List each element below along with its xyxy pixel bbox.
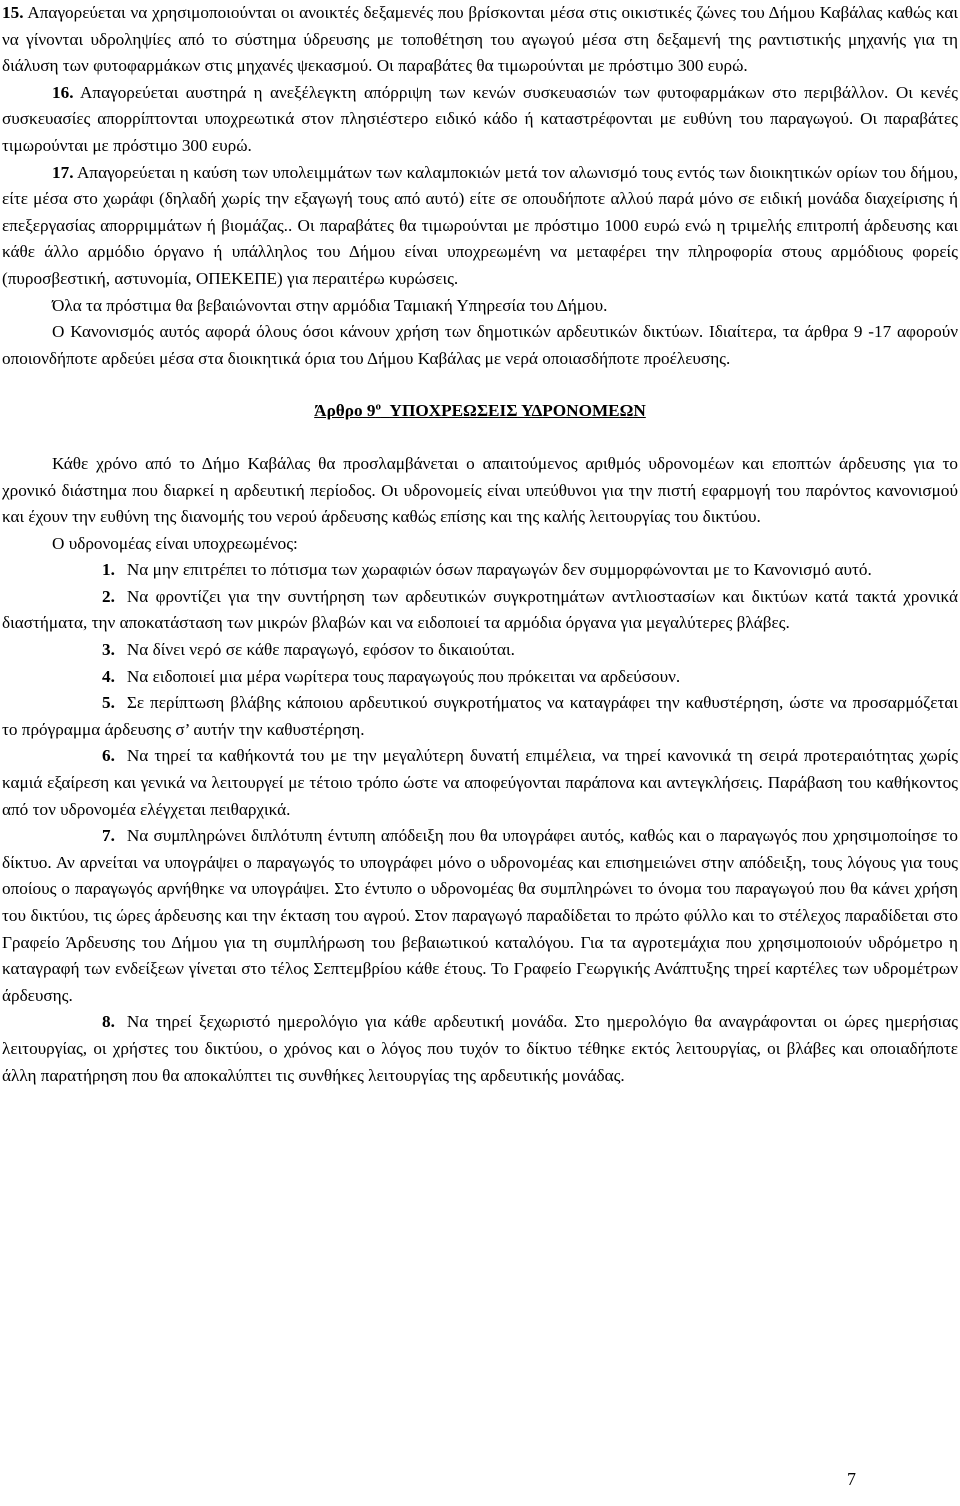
document-page — [2, 0, 958, 1089]
list-item-text: Να τηρεί τα καθήκοντά του με την μεγαλύτερη δυνατή επιμέλεια, να τηρεί κανονικά τη σειρά προτεραιότητας χωρίς καμιά εξαίρεση και γενικά να λειτουργεί με τέτοιο τρόπο ώστε να αποφεύγονται παράπονα και αντεγκλήσεις. Παράβαση του καθήκοντος από τον υδρονομέα ελέγχεται πειθαρχικά. — [2, 746, 958, 819]
article-heading — [2, 398, 958, 425]
paragraph-text: Απαγορεύεται η καύση των υπολειμμάτων των καλαμποκιών μετά τον αλωνισμό τους εντός των διοικητικών ορίων του δήμου, είτε μέσα στο χωράφι (δηλαδή χωρίς την εξαγωγή τους από αυτό) είτε σε οπουδήποτε αλλού παρά μόνο σε ειδική μονάδα διαχείρισης ή επεξεργασίας απορριμμάτων ή βιομάζας.. Οι παραβάτες θα τιμωρούνται με πρόστιμο 1000 ευρώ ενώ η τριμελής επιτροπή άρδευσης και κάθε άλλο αρμόδιο όργανο ή υπάλληλος του Δήμου είναι υποχρεωμένη να μεταφέρει την πληροφορία στους αρμόδιους φορείς (πυροσβεστική, αστυνομία, ΟΠΕΚΕΠΕ) για περαιτέρω κυρώσεις. — [2, 162, 958, 288]
list-item-text: Να τηρεί ξεχωριστό ημερολόγιο για κάθε αρδευτική μονάδα. Στο ημερολόγιο θα αναγράφονται οι ώρες ημερήσιας λειτουργίας, οι χρήστες του δικτύου, ο χρόνος και ο λόγος που τυχόν το δίκτυο τέθηκε εκτός λειτουργίας, οι βλάβες και οποιαδήποτε άλλη παρατήρηση που θα αποκαλύπτει τις συνθήκες λειτουργίας της αρδευτικής μονάδας. — [2, 1012, 958, 1085]
paragraph-number: 17. — [52, 162, 74, 182]
paragraph-16 — [2, 80, 958, 160]
list-item-text: Να φροντίζει για την συντήρηση των αρδευτικών συγκροτημάτων αντλιοστασίων και δικτύων κατά τακτά χρονικά διαστήματα, την αποκατάσταση των μικρών βλαβών και να ειδοποιεί τα αρμόδια όργανα για μεγαλύτερες βλάβες. — [2, 586, 958, 633]
paragraph-17 — [2, 160, 958, 293]
article-title: ΥΠΟΧΡΕΩΣΕΙΣ ΥΔΡΟΝΟΜΕΩΝ — [389, 401, 646, 421]
list-item-number: 8. — [102, 1012, 115, 1032]
scope-note: Ο Κανονισμός αυτός αφορά όλους όσοι κάνουν χρήση των δημοτικών αρδευτικών δικτύων. Ιδιαίτερα, τα άρθρα 9 -17 αφορούν οποιονδήποτε αρδεύει μέσα στα διοικητικά όρια του Δήμου Καβάλας με νερά οποιασδήποτε προέλευσης. — [2, 322, 958, 368]
list-item-number: 7. — [102, 826, 115, 846]
article-superscript: ο — [375, 400, 381, 413]
list-item — [2, 690, 958, 743]
paragraph-number: 16. — [52, 82, 74, 102]
list-item-text: Να ειδοποιεί μια μέρα νωρίτερα τους παραγωγούς που πρόκειται να αρδεύσουν. — [126, 666, 681, 686]
list-item-text: Σε περίπτωση βλάβης κάποιου αρδευτικού συγκροτήματος να καταγράφει την καθυστέρηση, ώστε να προσαρμόζεται το πρόγραμμα άρδευσης σ’ αυτήν την καθυστέρηση. — [2, 693, 958, 739]
paragraph-number: 15. — [2, 3, 24, 22]
paragraph-text: Απαγορεύεται αυστηρά η ανεξέλεγκτη απόρριψη των κενών συσκευασιών των φυτοφαρμάκων στο περιβάλλον. Οι κενές συσκευασίες απορρίπτονται υποχρεωτικά στον πλησιέστερο ειδικό κάδο ή καταστρέφονται με ευθύνη του παραγωγού. Οι παραβάτες τιμωρούνται με πρόστιμο 300 ευρώ. — [2, 82, 958, 155]
paragraph-15 — [2, 0, 958, 80]
list-item-number: 3. — [102, 640, 115, 660]
obligations-list — [2, 557, 958, 1089]
list-item-text: Να δίνει νερό σε κάθε παραγωγό, εφόσον το δικαιούται. — [126, 640, 515, 660]
page-number: 7 — [847, 1469, 856, 1489]
paragraph-text: Απαγορεύεται να χρησιμοποιούνται οι ανοικτές δεξαμενές που βρίσκονται μέσα στις οικιστικές ζώνες του Δήμου Καβάλας καθώς και να γίνονται υδροληψίες από το σύστημα ύδρευσης με τοποθέτηση του αγωγού μέσα στη δεξαμενή της ραντιστικής μηχανής για τη διάλυση των φυτοφαρμάκων στις μηχανές ψεκασμού. Οι παραβάτες θα τιμωρούνται με πρόστιμο 300 ευρώ. — [2, 3, 958, 76]
list-item-number: 2. — [102, 586, 115, 606]
list-item — [2, 637, 958, 664]
list-item-number: 5. — [102, 693, 115, 713]
fines-note: Όλα τα πρόστιμα θα βεβαιώνονται στην αρμόδια Ταμιακή Υπηρεσία του Δήμου. — [52, 295, 608, 315]
list-item — [2, 743, 958, 823]
article-prefix: Άρθρο 9 — [314, 401, 376, 421]
list-item — [2, 557, 958, 584]
list-item — [2, 584, 958, 637]
list-item-text: Να μην επιτρέπει το πότισμα των χωραφιών όσων παραγωγών δεν συμμορφώνονται με το Κανονισμό αυτό. — [126, 560, 872, 580]
list-item-number: 1. — [102, 560, 115, 580]
list-item-number: 4. — [102, 666, 115, 686]
list-item-text: Να συμπληρώνει διπλότυπη έντυπη απόδειξη που θα υπογράφει αυτός, καθώς και ο παραγωγός που χρησιμοποίησε το δίκτυο. Αν αρνείται να υπογράψει ο παραγωγός το υπογράφει μόνο ο υδρονομέας και επισημειώνει στην απόδειξη, τους λόγους για τους οποίους ο παραγωγός αρνήθηκε να υπογράψει. Στο έντυπο ο υδρονομέας θα συμπληρώνει το όνομα του παραγωγού που θα κάνει χρήση του δικτύου, τις ώρες άρδευσης και την έκταση του αγρού. Στον παραγωγό παραδίδεται το πρώτο φύλλο και το στέλεχος παραδίδεται στο Γραφείο Άρδευσης του Δήμου για τη συμπλήρωση του βεβαιωτικού καταλόγου. Για τα αγροτεμάχια που χρησιμοποιούν υδρόμετρο η καταγραφή των ενδείξεων γίνεται στο τέλος Σεπτεμβρίου κάθε έτους. Το Γραφείο Γεωργικής Ανάπτυξης τηρεί καρτέλες των υδρομέτρων άρδευσης. — [2, 826, 958, 1005]
list-item-number: 6. — [102, 746, 115, 766]
list-item — [2, 664, 958, 691]
obliged-line: Ο υδρονομέας είναι υποχρεωμένος: — [52, 533, 298, 553]
intro-paragraph: Κάθε χρόνο από το Δήμο Καβάλας θα προσλαμβάνεται ο απαιτούμενος αριθμός υδρονομέων και εποπτών άρδευσης για το χρονικό διάστημα που διαρκεί η αρδευτική περίοδος. Οι υδρονομείς είναι υπεύθυνοι για την πιστή εφαρμογή του παρόντος κανονισμού και έχουν την ευθύνη της διανομής του νερού άρδευσης καθώς επίσης και της καλής λειτουργίας του δικτύου. — [2, 453, 958, 527]
list-item — [2, 823, 958, 1009]
list-item — [2, 1009, 958, 1089]
